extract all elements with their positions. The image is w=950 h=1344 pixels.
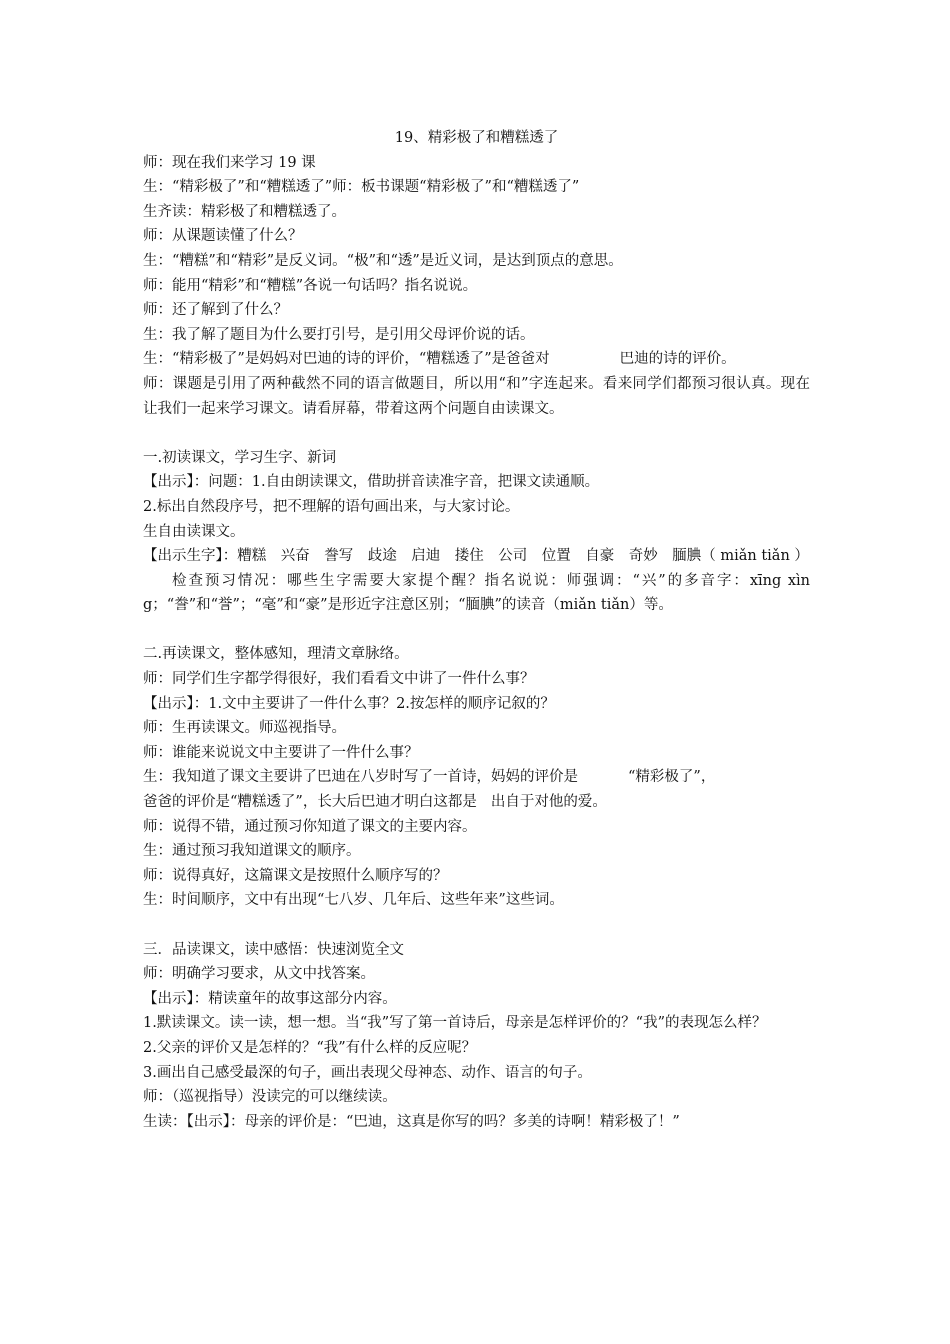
dialogue-line: 师：还了解到了什么？ [143,302,288,319]
dialogue-line: 师：现在我们来学习 19 课 [143,154,316,171]
dialogue-line: 生：我了解了题目为什么要打引号，是引用父母评价说的话。 [143,326,535,343]
dialogue-line: 师：同学们生字都学得很好，我们看看文中讲了一件什么事？ [143,671,535,688]
summary-part-c: 爸爸的评价是“糟糕透了”，长大后巴迪才明白这都是 [143,794,477,811]
document-title: 19、精彩极了和糟糕透了 [394,130,559,146]
document-page [143,126,810,1134]
dialogue-line: 师：明确学习要求，从文中找答案。 [143,966,375,983]
dialogue-line: 师：生再读课文。师巡视指导。 [143,720,346,737]
dialogue-line: 生：时间顺序，文中有出现“七八岁、几年后、这些年来”这些词。 [143,892,564,909]
dialogue-line: 生齐读：精彩极了和糟糕透了。 [143,203,346,220]
dialogue-line: 师：从课题读懂了什么？ [143,228,303,245]
evaluation-paragraph [143,347,810,372]
dialogue-line: 1.默读课文。读一读，想一想。当“我”写了第一首诗后，母亲是怎样评价的？“我”的表现怎么样？ [143,1015,767,1032]
evaluation-part-b: 巴迪的诗的评价。 [619,351,736,368]
dialogue-line: 师：说得不错，通过预习你知道了课文的主要内容。 [143,818,477,835]
dialogue-line: 【出示】：问题：1.自由朗读课文，借助拼音读准字音，把课文读通顺。 [143,474,600,491]
summary-part-b: “精彩极了”， [628,769,716,786]
dialogue-line: 生：“糟糕”和“精彩”是反义词。“极”和“透”是近义词，是达到顶点的意思。 [143,252,623,269]
dialogue-line: 师：（巡视指导）没读完的可以继续读。 [143,1089,397,1106]
dialogue-line: 【出示】：1.文中主要讲了一件什么事？2.按怎样的顺序记叙的？ [143,695,555,712]
summary-line-2 [143,790,810,815]
dialogue-line: 生读：【出示】：母亲的评价是：“巴迪，这真是你写的吗？多美的诗啊！精彩极了！” [143,1113,680,1130]
summary-line-1 [143,765,810,790]
dialogue-line: 生：通过预习我知道课文的顺序。 [143,843,361,860]
summary-part-a: 生：我知道了课文主要讲了巴迪在八岁时写了一首诗，妈妈的评价是 [143,769,578,786]
dialogue-line: 生：“精彩极了”和“糟糕透了”师：板书课题“精彩极了”和“糟糕透了” [143,179,580,196]
section-heading: 一.初读课文，学习生字、新词 [143,449,337,466]
dialogue-line: 3.画出自己感受最深的句子，画出表现父母神态、动作、语言的句子。 [143,1064,592,1081]
topic-paragraph: 师：课题是引用了两种截然不同的语言做题目，所以用“和”字连起来。看来同学们都预习很认真。现在让我们一起来学习课文。请看屏幕，带着这两个问题自由读课文。 [143,375,810,417]
blank-line [143,421,810,446]
dialogue-line: 师：说得真好，这篇课文是按照什么顺序写的？ [143,867,448,884]
dialogue-line: 【出示】：精读童年的故事这部分内容。 [143,990,397,1007]
dialogue-line: 师：能用“精彩”和“糟糕”各说一句话吗？指名说说。 [143,277,478,294]
evaluation-part-a: 生：“精彩极了”是妈妈对巴迪的诗的评价，“糟糕透了”是爸爸对 [143,351,550,368]
dialogue-line: 2.标出自然段序号，把不理解的语句画出来，与大家讨论。 [143,498,520,515]
new-characters-line: 【出示生字】：糟糕 兴奋 誊写 歧途 启迪 搂住 公司 位置 自豪 奇妙 腼腆（ miǎn tiǎn ） [143,548,809,565]
summary-part-d: 出自于对他的爱。 [490,794,607,811]
blank-line [143,618,810,643]
preview-check-paragraph: 检查预习情况：哪些生字需要大家提个醒？指名说说：师强调：“兴”的多音字：xīng xìng；“誊”和“誉”；“毫”和“豪”是形近字注意区别；“腼腆”的读音（miǎn tiǎn）等。 [143,572,810,614]
blank-line [143,913,810,938]
dialogue-line: 2.父亲的评价又是怎样的？“我”有什么样的反应呢？ [143,1039,477,1056]
section-heading: 三．品读课文，读中感悟：快速浏览全文 [143,941,404,958]
dialogue-line: 师：谁能来说说文中主要讲了一件什么事？ [143,744,419,761]
dialogue-line: 生自由读课文。 [143,523,245,540]
section-heading: 二.再读课文，整体感知，理清文章脉络。 [143,646,409,663]
